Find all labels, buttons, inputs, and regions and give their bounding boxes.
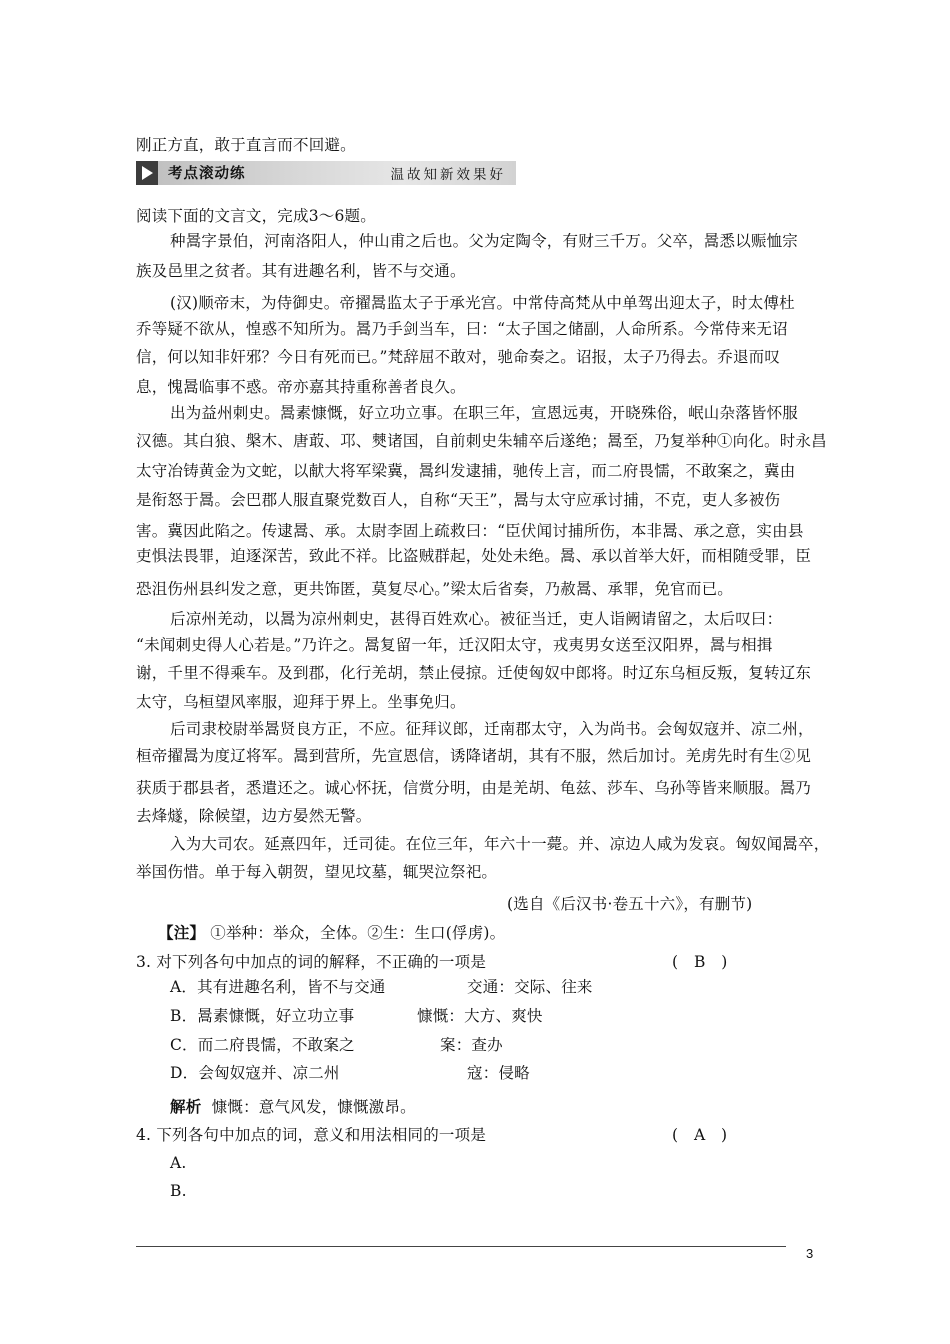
- passage-line: 太守冶铸黄金为文蛇，以献大将军梁冀，暠纠发逮捕，驰传上言，而二府畏懦，不敢案之，冀由: [136, 462, 796, 480]
- passage-line: (汉)顺帝末，为侍御史。帝擢暠监太子于承光宫。中常侍高梵从中单驾出迎太子，时太傅杜: [170, 294, 795, 312]
- note-text: ①举种：举众，全体。②生：生口(俘虏)。: [210, 924, 506, 942]
- passage-line: 息，愧暠临事不惑。帝亦嘉其持重称善者良久。: [136, 378, 466, 396]
- passage-line: 害。冀因此陷之。传逮暠、承。太尉李固上疏救曰：“臣伏闻讨捕所伤，本非暠、承之意，实由县: [136, 522, 804, 540]
- page-number: 3: [806, 1246, 814, 1261]
- passage-line: 太守，乌桓望风率服，迎拜于界上。坐事免归。: [136, 693, 466, 711]
- q3-option-a: A．其有进趣名利，皆不与交通: [170, 978, 386, 996]
- q3-option-c: C．而二府畏懦，不敢案之: [170, 1036, 355, 1054]
- analysis-text: 慷慨：意气风发，慷慨激昂。: [211, 1098, 416, 1116]
- passage-line: 后司隶校尉举暠贤良方正，不应。征拜议郎，迁南郡太守，入为尚书。会匈奴寇并、凉二州，: [170, 720, 814, 738]
- passage-line: 信，何以知非奸邪？今日有死而已。”梵辞屈不敢对，驰命奏之。诏报，太子乃得去。乔退而叹: [136, 348, 781, 366]
- q4-option-b: B.: [170, 1182, 187, 1200]
- q3-analysis: [170, 1096, 416, 1118]
- question-4-stem: 4. 下列各句中加点的词，意义和用法相同的一项是: [136, 1126, 487, 1144]
- source-citation: (选自《后汉书·卷五十六》，有删节): [507, 895, 753, 913]
- question-3-stem: 3. 对下列各句中加点的词的解释，不正确的一项是: [136, 953, 487, 971]
- passage-line: 谢，千里不得乘车。及到郡，化行羌胡，禁止侵掠。迁使匈奴中郎将。时辽东乌桓反叛，复转辽东: [136, 664, 812, 682]
- passage-line: 入为大司农。延熹四年，迁司徒。在位三年，年六十一薨。并、凉边人咸为发哀。匈奴闻暠卒，: [170, 835, 830, 853]
- q3-option-d: D．会匈奴寇并、凉二州: [170, 1064, 340, 1082]
- passage-line: 出为益州刺史。暠素慷慨，好立功立事。在职三年，宣恩远夷，开晓殊俗，岷山杂落皆怀服: [170, 404, 799, 422]
- q3-option-b: B．暠素慷慨，好立功立事: [170, 1007, 355, 1025]
- passage-line: 乔等疑不欲从，惶惑不知所为。暠乃手剑当车，曰：“太子国之储副，人命所系。今常侍来无诏: [136, 320, 788, 338]
- passage-line: 吏惧法畏罪，迫逐深苦，致此不祥。比盗贼群起，处处未绝。暠、承以首举大奸，而相随受罪，臣: [136, 547, 812, 565]
- passage-line: 恐沮伤州县纠发之意，更共饰匿，莫复尽心。”梁太后省奏，乃赦暠、承罪，免官而已。: [136, 580, 733, 598]
- passage-line: 桓帝擢暠为度辽将军。暠到营所，先宣恩信，诱降诸胡，其有不服，然后加讨。羌虏先时有生②见: [136, 747, 812, 765]
- passage-line: 举国伤惜。单于每入朝贺，望见坟墓，辄哭泣祭祀。: [136, 863, 498, 881]
- section-banner: [136, 161, 516, 185]
- note-label: 【注】: [158, 923, 206, 942]
- question-3-answer: ( B ): [672, 953, 728, 971]
- passage-line: 汉德。其白狼、槃木、唐菆、邛、僰诸国，自前刺史朱辅卒后遂绝；暠至，乃复举种①向化。时永昌: [136, 432, 827, 450]
- banner-subtitle: 温故知新效果好: [390, 167, 506, 183]
- play-arrow-icon: [136, 161, 158, 185]
- passage-line: 去烽燧，除候望，边方晏然无警。: [136, 807, 372, 825]
- passage-line: 是衔怒于暠。会巴郡人服直聚党数百人，自称“天王”，暠与太守应承讨捕，不克，吏人多被伤: [136, 491, 781, 509]
- q3-option-b-gloss: 慷慨：大方、爽快: [417, 1007, 543, 1025]
- intro-line: 刚正方直，敢于直言而不回避。: [136, 136, 356, 154]
- question-4-answer: ( A ): [672, 1126, 728, 1144]
- analysis-label: 解析: [170, 1097, 202, 1116]
- q3-option-d-gloss: 寇：侵略: [467, 1064, 530, 1082]
- note: [158, 922, 505, 944]
- footer-divider: [136, 1246, 786, 1247]
- q3-option-a-gloss: 交通：交际、往来: [467, 978, 593, 996]
- passage-line: 族及邑里之贫者。其有进趣名利，皆不与交通。: [136, 262, 466, 280]
- instruction: 阅读下面的文言文，完成3～6题。: [136, 207, 376, 225]
- passage-line: 获质于郡县者，悉遣还之。诚心怀抚，信赏分明，由是羌胡、龟兹、莎车、乌孙等皆来顺服。暠乃: [136, 779, 812, 797]
- q4-option-a: A.: [170, 1154, 187, 1172]
- passage-line: 后凉州羌动，以暠为凉州刺史，甚得百姓欢心。被征当迁，吏人诣阙请留之，太后叹曰：: [170, 610, 783, 628]
- passage-line: 种暠字景伯，河南洛阳人，仲山甫之后也。父为定陶令，有财三千万。父卒，暠悉以赈恤宗: [170, 232, 799, 250]
- passage-line: “未闻刺史得人心若是。”乃许之。暠复留一年，迁汉阳太守，戎夷男女送至汉阳界，暠与相揖: [136, 636, 773, 654]
- banner-title: 考点滚动练: [168, 166, 246, 182]
- q3-option-c-gloss: 案：查办: [440, 1036, 503, 1054]
